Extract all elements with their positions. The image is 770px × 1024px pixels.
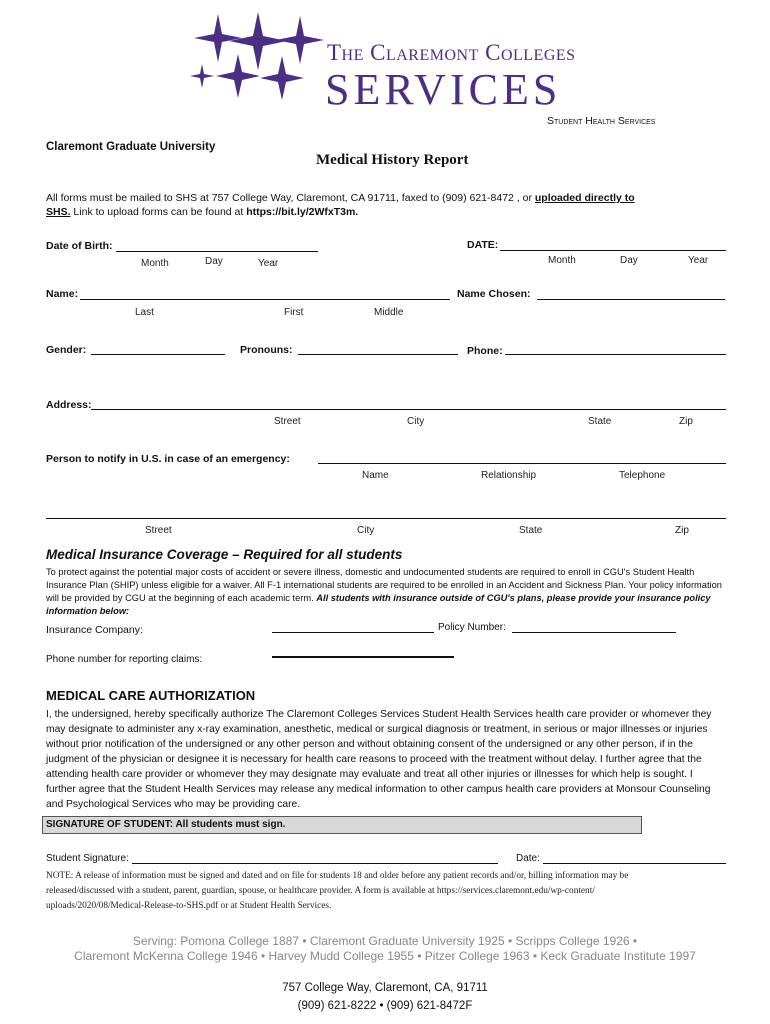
footer-serving-line-2: Claremont McKenna College 1946 • Harvey Mudd College 1955 • Pitzer College 1963 • Keck Graduate Institute 1997: [74, 949, 696, 963]
authorization-line: judgment of the physician or designee it is necessary for health care reasons to proceed with the treatment without delay. I further agree that the: [46, 754, 702, 765]
release-note-line: released/discussed with a student, parent, guardian, spouse, or healthcare provider. A form is available at https://services.claremont.edu/wp-content/: [46, 886, 595, 896]
emergency-city-label: City: [357, 525, 375, 536]
student-signature-field[interactable]: [132, 863, 498, 864]
footer-serving-line-1: Serving: Pomona College 1887 • Claremont Graduate University 1925 • Scripps College 1926 •: [132, 934, 638, 948]
emergency-street-label: Street: [145, 525, 172, 536]
logo-text-top: The Claremont Colleges: [327, 40, 576, 65]
emergency-state-label: State: [519, 525, 543, 536]
logo-text-services: SERVICES: [325, 65, 562, 114]
insurance-company-field[interactable]: [272, 632, 434, 633]
insurance-line-3: [46, 592, 736, 605]
upload-link-cont[interactable]: SHS.: [46, 206, 71, 218]
logo: [190, 10, 576, 114]
signature-date-field[interactable]: [543, 863, 726, 864]
dob-day-label: Day: [205, 256, 223, 267]
emergency-zip-label: Zip: [675, 525, 689, 536]
date-year-label: Year: [688, 255, 709, 266]
authorization-line: attending health care provider or whomever they may designate may evaluate and treat all other injuries or illnesses for which help is sought. I: [46, 769, 693, 780]
name-last-label: Last: [135, 307, 154, 318]
name-middle-label: Middle: [374, 307, 404, 318]
address-field[interactable]: [91, 409, 726, 410]
gender-label: Gender:: [46, 344, 87, 356]
pronouns-field[interactable]: [298, 354, 458, 355]
gender-field[interactable]: [91, 354, 225, 355]
footer-contact: [0, 979, 770, 1015]
insurance-line-2: Insurance Plan (SHIP) unless eligible for a waiver. All F-1 international students are required to be enrolled in an Accident and Sickness Plan. Your policy information: [46, 580, 722, 590]
emergency-telephone-label: Telephone: [619, 470, 666, 481]
footer-serving: [0, 934, 770, 964]
authorization-line: I, the undersigned, hereby specifically authorize The Claremont Colleges Services Student Health Services health care provider or whomever they: [46, 709, 712, 720]
insurance-line-3-plain: will be provided by CGU at the beginning of each academic term.: [46, 593, 317, 603]
emergency-label: Person to notify in U.S. in case of an emergency:: [46, 453, 290, 465]
emergency-name-label: Name: [362, 470, 389, 481]
release-note-line: NOTE: A release of information must be signed and dated and on file for students 18 and older before any patient records and/or, billing information may be: [46, 871, 629, 881]
authorization-line: and Psychological Services who may be providing care.: [46, 799, 301, 810]
insurance-line-3-bold: All students with insurance outside of CGU's plans, please provide your insurance policy: [316, 593, 711, 603]
signature-date-label: Date:: [516, 853, 540, 864]
signature-bar: [42, 816, 642, 834]
date-label: DATE:: [467, 239, 499, 251]
authorization-text: [46, 707, 736, 812]
phone-label: Phone:: [467, 345, 503, 357]
footer-address: 757 College Way, Claremont, CA, 91711: [282, 982, 488, 994]
date-field[interactable]: [500, 250, 726, 251]
emergency-address-field[interactable]: [46, 518, 726, 519]
page-title: Medical History Report: [316, 152, 469, 168]
pronouns-label: Pronouns:: [240, 344, 293, 356]
authorization-heading: MEDICAL CARE AUTHORIZATION: [46, 688, 256, 703]
dob-year-label: Year: [258, 258, 279, 269]
student-signature-label: Student Signature:: [46, 853, 129, 864]
department-name: Student Health Services: [547, 115, 656, 127]
emergency-field[interactable]: [318, 463, 726, 464]
insurance-heading: Medical Insurance Coverage – Required for all students: [46, 547, 403, 562]
address-street-label: Street: [274, 416, 301, 427]
authorization-line: further agree that the Student Health Services may release any medical information to other campus health care providers at Monsour Counseling: [46, 784, 711, 795]
dob-month-label: Month: [141, 258, 169, 269]
instructions-text-2: Link to upload forms can be found at: [70, 206, 247, 218]
instructions: [46, 191, 736, 219]
address-label: Address:: [46, 399, 92, 411]
emergency-relationship-label: Relationship: [481, 470, 537, 481]
date-day-label: Day: [620, 255, 638, 266]
upload-link[interactable]: uploaded directly to: [534, 192, 635, 204]
signature-bar-label: SIGNATURE OF STUDENT: All students must sign.: [46, 819, 286, 830]
dob-field[interactable]: [116, 251, 318, 252]
policy-number-field[interactable]: [512, 632, 676, 633]
bitly-link[interactable]: https://bit.ly/2WfxT3m.: [246, 206, 359, 218]
name-chosen-field[interactable]: [537, 299, 725, 300]
address-state-label: State: [588, 416, 612, 427]
insurance-paragraph: [46, 566, 736, 618]
address-city-label: City: [407, 416, 425, 427]
institution-name: Claremont Graduate University: [46, 141, 216, 153]
instructions-text: All forms must be mailed to SHS at 757 College Way, Claremont, CA 91711, faxed to (909) 621-8472 , or: [46, 192, 535, 204]
footer-phones: (909) 621-8222 • (909) 621-8472F: [297, 1000, 473, 1012]
star-cluster-icon: [190, 10, 330, 105]
release-note: [46, 869, 736, 914]
date-month-label: Month: [548, 255, 576, 266]
name-chosen-label: Name Chosen:: [457, 288, 531, 300]
insurance-company-label: Insurance Company:: [46, 624, 143, 636]
claims-phone-label: Phone number for reporting claims:: [46, 654, 203, 665]
dob-label: Date of Birth:: [46, 240, 113, 252]
release-note-line: uploads/2020/08/Medical-Release-to-SHS.pdf or at Student Health Services.: [46, 901, 332, 911]
policy-number-label: Policy Number:: [438, 622, 506, 633]
authorization-line: may designate to administer any x-ray examination, anesthetic, medical or surgical diagnosis or treatment, in serious or major illnesses or injuries: [46, 724, 708, 735]
insurance-line-4: information below:: [46, 606, 130, 616]
claims-phone-field[interactable]: [272, 656, 454, 658]
name-first-label: First: [284, 307, 304, 318]
name-field[interactable]: [80, 299, 450, 300]
name-label: Name:: [46, 288, 79, 300]
address-zip-label: Zip: [679, 416, 693, 427]
phone-field[interactable]: [505, 354, 726, 355]
authorization-line: without prior notification of the undersigned or any other person and without obtaining consent of the undersigned or any other person, if in the: [46, 739, 693, 750]
insurance-line-1: To protect against the potential major costs of accident or severe illness, domestic and undocumented students are required to enroll in CGU's Student Health: [46, 567, 695, 577]
